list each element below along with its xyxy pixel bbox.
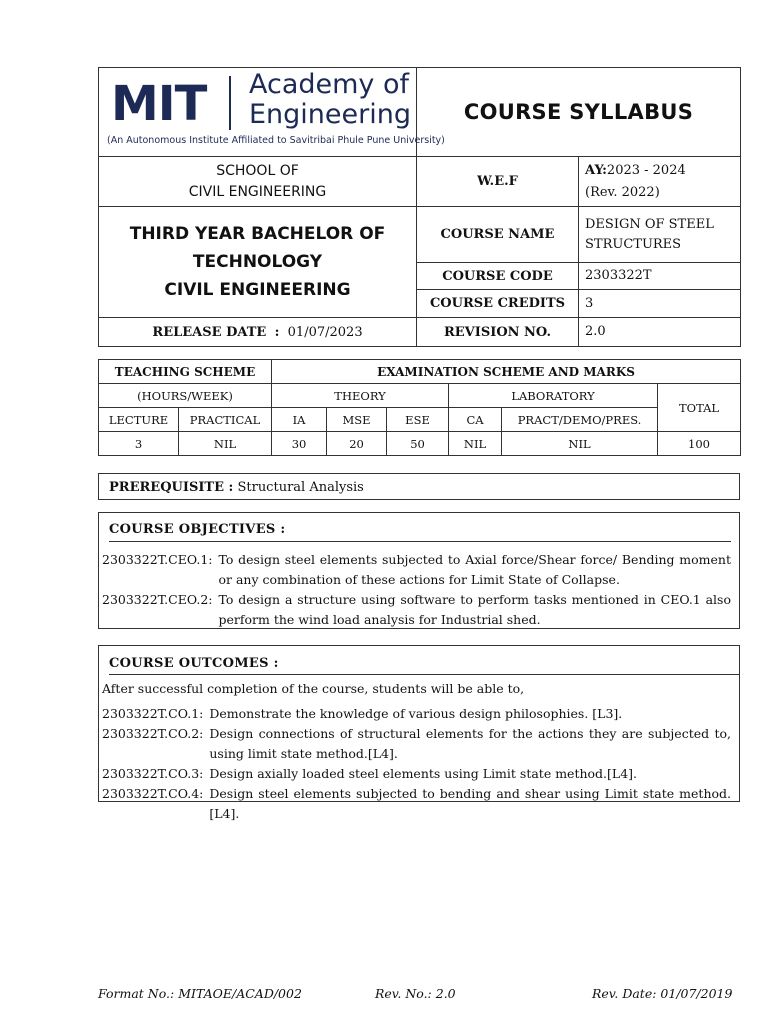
teaching-scheme-label: TEACHING SCHEME [99,360,272,384]
course-name [579,207,741,263]
objectives-list [99,542,739,630]
hours-label: (HOURS/WEEK) [99,384,272,408]
course-code-label: COURSE CODE [417,263,579,290]
logo-divider [229,76,231,130]
objective-item [102,590,731,630]
outcome-item [102,704,731,724]
val-lecture: 3 [99,432,179,456]
val-ia: 30 [272,432,327,456]
school-line1: SCHOOL OF [216,162,299,179]
logo-cell [99,68,445,157]
col-ia: IA [272,408,327,432]
outcome-code: 2303322T.CO.3: [102,766,204,781]
logo-academy-text [249,70,411,130]
objective-item [102,550,731,590]
outcome-text: Design steel elements subjected to bending and shear using Limit state method. [L4]. [209,786,731,821]
prerequisite-label: PREREQUISITE : [109,480,234,495]
logo-subtitle: (An Autonomous Institute Affiliated to Savitribai Phule Pune University) [107,135,445,146]
objective-text: To design steel elements subjected to Axial force/Shear force/ Bending moment or any combination of these actions for Limit State of Collapse. [218,552,731,587]
rev-note: (Rev. 2022) [585,184,660,200]
outcome-code: 2303322T.CO.1: [102,706,204,721]
objective-text: To design a structure using software to perform tasks mentioned in CEO.1 also perform the wind load analysis for Industrial shed. [218,592,731,627]
release-date-label: RELEASE DATE [152,324,267,340]
logo-line1: Academy of [249,69,410,100]
val-mse: 20 [327,432,387,456]
course-credits-label: COURSE CREDITS [417,290,579,318]
logo-mit-text: MIT [111,76,207,132]
document-title: COURSE SYLLABUS [417,68,741,157]
outcome-item [102,724,731,764]
col-pract: PRACT/DEMO/PRES. [502,408,658,432]
footer-date: Rev. Date: 01/07/2019 [592,986,733,1001]
outcome-code: 2303322T.CO.2: [102,726,204,741]
footer-format: Format No.: MITAOE/ACAD/002 [98,986,302,1001]
course-name-line2: STRUCTURES [585,236,682,252]
col-practical: PRACTICAL [179,408,272,432]
ay-value: 2023 - 2024 [606,162,686,178]
outcome-code: 2303322T.CO.4: [102,786,204,801]
objectives-title: COURSE OBJECTIVES : [109,522,286,537]
val-total: 100 [658,432,741,456]
course-name-label: COURSE NAME [417,207,579,263]
col-ca: CA [449,408,502,432]
col-ese: ESE [387,408,449,432]
course-credits: 3 [579,290,741,318]
academic-year [579,157,741,207]
outcomes-list [99,675,739,824]
school-name [99,157,417,207]
revision-no: 2.0 [579,318,741,347]
val-ca: NIL [449,432,502,456]
outcomes-intro: After successful completion of the course, students will be able to, [102,681,525,696]
objective-code: 2303322T.CEO.1: [102,552,213,567]
institute-logo [99,68,445,156]
objectives-box [98,512,740,629]
footer-rev: Rev. No.: 2.0 [375,986,456,1001]
release-date-cell [99,318,417,347]
program-line2: TECHNOLOGY [192,252,323,272]
col-mse: MSE [327,408,387,432]
outcomes-title: COURSE OUTCOMES : [109,656,279,671]
outcome-text: Demonstrate the knowledge of various design philosophies. [L3]. [209,706,623,721]
col-lecture: LECTURE [99,408,179,432]
prerequisite-value: Structural Analysis [237,480,364,495]
logo-line2: Engineering [249,99,411,130]
prerequisite-box [98,473,740,500]
ay-label: AY: [585,162,607,178]
program-name [99,207,417,318]
program-line1: THIRD YEAR BACHELOR OF [129,224,386,244]
outcomes-box [98,645,740,821]
header-table [98,67,741,347]
release-sep: : [274,324,280,340]
course-name-line1: DESIGN OF STEEL [585,216,714,232]
outcome-text: Design connections of structural elements for the actions they are subjected to, using limit state method.[L4]. [209,726,731,761]
lab-label: LABORATORY [449,384,658,408]
theory-label: THEORY [272,384,449,408]
release-date: 01/07/2023 [287,324,363,340]
outcome-item [102,764,731,784]
outcome-text: Design axially loaded steel elements using Limit state method.[L4]. [209,766,637,781]
school-line2: CIVIL ENGINEERING [188,183,327,200]
objective-code: 2303322T.CEO.2: [102,592,213,607]
outcome-item [102,784,731,824]
revision-label: REVISION NO. [417,318,579,347]
val-pract: NIL [502,432,658,456]
scheme-table [98,359,741,456]
program-line3: CIVIL ENGINEERING [164,280,351,300]
total-label: TOTAL [658,384,741,432]
course-code: 2303322T [579,263,741,290]
exam-scheme-label: EXAMINATION SCHEME AND MARKS [272,360,741,384]
val-practical: NIL [179,432,272,456]
wef-label: W.E.F [417,157,579,207]
val-ese: 50 [387,432,449,456]
